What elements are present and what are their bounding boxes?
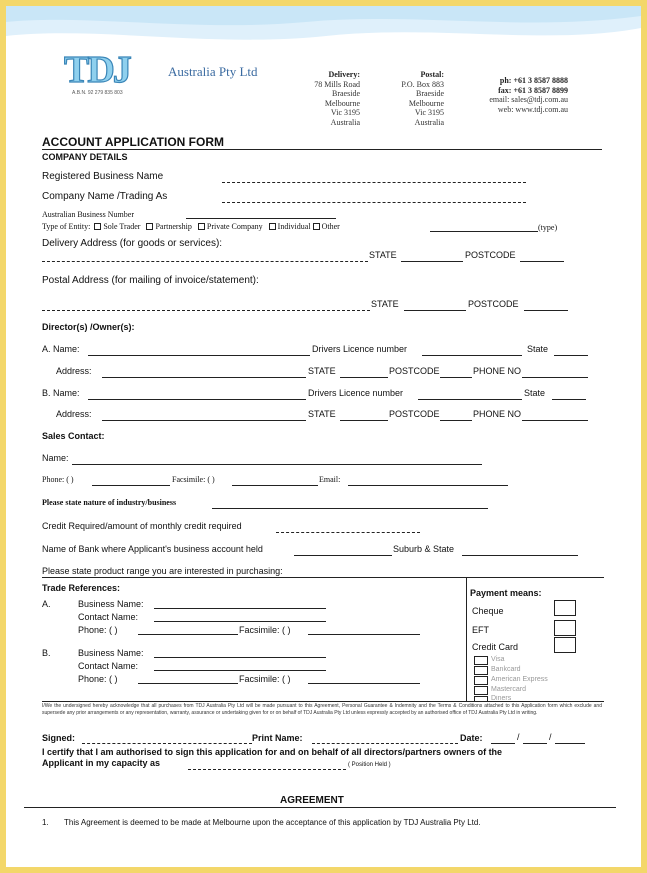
company-name-label: Company Name /Trading As bbox=[42, 191, 168, 202]
mastercard-label: Mastercard bbox=[491, 686, 527, 693]
ref-b-contact-label: Contact Name: bbox=[78, 661, 139, 671]
delivery-line: 78 Mills Road bbox=[314, 79, 360, 89]
ref-b-phone-field[interactable] bbox=[138, 683, 238, 684]
delivery-line: Melbourne bbox=[324, 98, 360, 108]
diners-label: Diners bbox=[491, 695, 512, 702]
postal-address-label: Postal Address (for mailing of invoice/statement): bbox=[42, 275, 259, 286]
signed-label: Signed: bbox=[42, 733, 75, 743]
private-company-checkbox[interactable] bbox=[198, 223, 205, 230]
payment-heading: Payment means: bbox=[470, 588, 542, 598]
ref-a-contact-label: Contact Name: bbox=[78, 612, 139, 622]
postal-state-label: STATE bbox=[371, 299, 399, 309]
director-a-licence-label: Drivers Licence number bbox=[312, 344, 408, 354]
partnership-checkbox[interactable] bbox=[146, 223, 153, 230]
abn-label: Australian Business Number bbox=[42, 210, 134, 219]
directors-heading: Director(s) /Owner(s): bbox=[42, 322, 135, 332]
bankcard-checkbox[interactable] bbox=[474, 666, 488, 675]
sales-fax-field[interactable] bbox=[232, 485, 318, 486]
delivery-address-field[interactable] bbox=[42, 261, 368, 262]
suburb-state-label: Suburb & State bbox=[393, 544, 455, 554]
date-label: Date: bbox=[460, 733, 483, 743]
director-a-postcode-label: POSTCODE bbox=[389, 366, 440, 376]
director-b-address-label: Address: bbox=[56, 409, 92, 419]
ref-b-marker: B. bbox=[42, 648, 51, 658]
director-b-state-caps: STATE bbox=[308, 409, 336, 419]
credit-field[interactable] bbox=[276, 532, 420, 533]
certify-line-2: Applicant in my capacity as bbox=[42, 758, 161, 768]
visa-checkbox[interactable] bbox=[474, 656, 488, 665]
director-b-state-field-2[interactable] bbox=[340, 420, 388, 421]
director-a-postcode-field[interactable] bbox=[440, 377, 472, 378]
sales-email-label: Email: bbox=[319, 475, 341, 484]
director-a-state-caps: STATE bbox=[308, 366, 336, 376]
section-rule-bottom bbox=[42, 701, 604, 702]
registered-name-label: Registered Business Name bbox=[42, 171, 164, 182]
cheque-box[interactable] bbox=[554, 600, 576, 616]
postal-line: Braeside bbox=[416, 89, 444, 98]
postal-address-field[interactable] bbox=[42, 310, 370, 311]
ref-a-phone-label: Phone: ( ) bbox=[78, 625, 118, 635]
delivery-line: Australia bbox=[330, 117, 360, 127]
other-type-field[interactable] bbox=[430, 231, 538, 232]
postal-line: Vic 3195 bbox=[414, 108, 444, 117]
contact-block bbox=[462, 76, 568, 114]
ref-a-business-field[interactable] bbox=[154, 608, 326, 609]
director-b-state-field[interactable] bbox=[552, 399, 586, 400]
director-b-address-field[interactable] bbox=[102, 420, 306, 421]
ref-b-phone-label: Phone: ( ) bbox=[78, 674, 118, 684]
print-name-field[interactable] bbox=[312, 743, 458, 744]
print-name-label: Print Name: bbox=[252, 733, 303, 743]
title-rule bbox=[42, 149, 602, 150]
position-field[interactable] bbox=[188, 769, 346, 770]
type-suffix: (type) bbox=[538, 223, 558, 232]
company-logo bbox=[62, 50, 168, 90]
form-page bbox=[6, 6, 641, 867]
delivery-state-field[interactable] bbox=[401, 261, 463, 262]
ref-a-marker: A. bbox=[42, 599, 51, 609]
clause-1-text: This Agreement is deemed to be made at Melbourne upon the acceptance of this application by TDJ Australia Pty Ltd. bbox=[64, 818, 481, 827]
director-b-phone-label: PHONE NO bbox=[473, 409, 522, 419]
diners-checkbox[interactable] bbox=[474, 696, 488, 702]
delivery-heading: Delivery: bbox=[328, 70, 360, 79]
suburb-state-field[interactable] bbox=[462, 555, 578, 556]
date-sep: / bbox=[517, 732, 520, 742]
bank-label: Name of Bank where Applicant's business account held bbox=[42, 544, 263, 554]
ref-a-fax-field[interactable] bbox=[308, 634, 420, 635]
director-b-name-field[interactable] bbox=[88, 399, 306, 400]
contact-web: web: www.tdj.com.au bbox=[497, 104, 568, 114]
director-a-address-field[interactable] bbox=[102, 377, 306, 378]
director-a-state-label: State bbox=[527, 344, 549, 354]
mastercard-checkbox[interactable] bbox=[474, 686, 488, 695]
director-b-licence-field[interactable] bbox=[418, 399, 522, 400]
ref-b-business-field[interactable] bbox=[154, 657, 326, 658]
delivery-postcode-label: POSTCODE bbox=[465, 250, 516, 260]
position-held-note: ( Position Held ) bbox=[348, 762, 391, 768]
credit-card-box[interactable] bbox=[554, 637, 576, 653]
credit-card-label: Credit Card bbox=[472, 642, 519, 652]
ref-b-business-label: Business Name: bbox=[78, 648, 144, 658]
ref-b-contact-field[interactable] bbox=[154, 670, 326, 671]
director-b-postcode-label: POSTCODE bbox=[389, 409, 440, 419]
director-b-postcode-field[interactable] bbox=[440, 420, 472, 421]
delivery-address-block bbox=[288, 70, 360, 127]
date-year-field[interactable] bbox=[555, 743, 585, 744]
delivery-state-label: STATE bbox=[369, 250, 397, 260]
contact-email: email: sales@tdj.com.au bbox=[489, 95, 568, 104]
director-a-state-field[interactable] bbox=[554, 355, 588, 356]
abn-field[interactable] bbox=[186, 218, 336, 219]
postal-address-block bbox=[378, 70, 444, 127]
ref-a-contact-field[interactable] bbox=[154, 621, 326, 622]
ref-a-phone-field[interactable] bbox=[138, 634, 238, 635]
private-company-label: Private Company bbox=[206, 222, 263, 231]
sales-name-label: Name: bbox=[42, 453, 69, 463]
company-name-field[interactable] bbox=[222, 202, 526, 203]
delivery-address-label: Delivery Address (for goods or services): bbox=[42, 238, 223, 249]
postal-postcode-field[interactable] bbox=[524, 310, 568, 311]
director-b-state-label: State bbox=[524, 388, 546, 398]
sales-phone-label: Phone: ( ) bbox=[42, 475, 74, 484]
form-title: ACCOUNT APPLICATION FORM bbox=[42, 135, 224, 149]
credit-label: Credit Required/amount of monthly credit required bbox=[42, 521, 242, 531]
director-b-phone-field[interactable] bbox=[522, 420, 588, 421]
amex-checkbox[interactable] bbox=[474, 676, 488, 685]
sales-phone-field[interactable] bbox=[92, 485, 170, 486]
director-a-phone-field[interactable] bbox=[522, 377, 588, 378]
individual-checkbox[interactable] bbox=[269, 223, 276, 230]
postal-state-field[interactable] bbox=[404, 310, 466, 311]
director-a-licence-field[interactable] bbox=[422, 355, 522, 356]
director-a-name-field[interactable] bbox=[88, 355, 310, 356]
postal-line: Melbourne bbox=[408, 98, 444, 108]
sole-trader-label: Sole Trader bbox=[103, 222, 141, 231]
sole-trader-checkbox[interactable] bbox=[94, 223, 101, 230]
entity-label: Type of Entity: bbox=[42, 222, 91, 231]
ref-b-fax-label: Facsimile: ( ) bbox=[239, 674, 291, 684]
director-b-licence-label: Drivers Licence number bbox=[308, 388, 404, 398]
date-day-field[interactable] bbox=[491, 743, 515, 744]
sales-contact-heading: Sales Contact: bbox=[42, 431, 105, 441]
director-b-name-label: B. Name: bbox=[42, 388, 80, 398]
amex-label: American Express bbox=[491, 676, 548, 683]
delivery-line: Braeside bbox=[332, 89, 360, 98]
bank-field[interactable] bbox=[294, 555, 392, 556]
partnership-label: Partnership bbox=[155, 222, 192, 231]
payment-divider bbox=[466, 577, 467, 702]
eft-label: EFT bbox=[472, 625, 489, 635]
bankcard-label: Bankcard bbox=[491, 666, 521, 673]
certify-line-1: I certify that I am authorised to sign this application for and on behalf of all directors/partners owners of the bbox=[42, 747, 503, 757]
director-a-state-field-2[interactable] bbox=[340, 377, 388, 378]
eft-box[interactable] bbox=[554, 620, 576, 636]
industry-label: Please state nature of industry/business bbox=[42, 498, 177, 507]
industry-field[interactable] bbox=[212, 508, 488, 509]
cheque-label: Cheque bbox=[472, 606, 504, 616]
director-a-phone-label: PHONE NO bbox=[473, 366, 522, 376]
visa-label: Visa bbox=[491, 656, 505, 663]
postal-postcode-label: POSTCODE bbox=[468, 299, 519, 309]
director-a-address-label: Address: bbox=[56, 366, 92, 376]
ref-a-fax-label: Facsimile: ( ) bbox=[239, 625, 291, 635]
section-rule-top bbox=[42, 577, 604, 578]
director-a-name-label: A. Name: bbox=[42, 344, 80, 354]
individual-label: Individual bbox=[277, 222, 311, 231]
delivery-line: Vic 3195 bbox=[330, 108, 360, 117]
signed-field[interactable] bbox=[82, 743, 252, 744]
company-name: Australia Pty Ltd bbox=[168, 64, 258, 79]
acknowledgement-text: I/We the undersigned hereby acknowledge that all purchases from TDJ Australia Pty Ltd will be made pursuant to this Agreement, Personal Guarantee & Indemnity and the Terms & Conditions attached to this Application form which exclude and supersede any prior arrangements or any representation, warranty, assurance or undertaking given for or on behalf of TDJ Australia Pty Ltd unless expressly accepted by an authorised office of TDJ Australia Pty Ltd in writing. bbox=[42, 703, 602, 716]
clause-number: 1. bbox=[42, 818, 49, 827]
sales-email-field[interactable] bbox=[348, 485, 508, 486]
company-details-heading: COMPANY DETAILS bbox=[42, 152, 128, 162]
ref-b-fax-field[interactable] bbox=[308, 683, 420, 684]
other-label: Other bbox=[321, 222, 340, 231]
contact-fax: fax: +61 3 8587 8899 bbox=[498, 85, 568, 95]
sales-fax-label: Facsimile: ( ) bbox=[172, 475, 215, 484]
agreement-rule bbox=[24, 807, 616, 808]
product-range-label: Please state product range you are interested in purchasing: bbox=[42, 566, 283, 576]
company-abn: A.B.N. 92 279 835 803 bbox=[72, 90, 123, 96]
other-checkbox[interactable] bbox=[313, 223, 320, 230]
entity-row bbox=[42, 222, 340, 231]
date-month-field[interactable] bbox=[523, 743, 547, 744]
ref-a-business-label: Business Name: bbox=[78, 599, 144, 609]
registered-name-field[interactable] bbox=[222, 182, 526, 183]
trade-refs-heading: Trade References: bbox=[42, 583, 121, 593]
postal-line: P.O. Box 883 bbox=[401, 79, 444, 89]
delivery-postcode-field[interactable] bbox=[520, 261, 564, 262]
sales-name-field[interactable] bbox=[72, 464, 482, 465]
svg-text:TDJ: TDJ bbox=[64, 50, 130, 90]
agreement-heading: AGREEMENT bbox=[280, 795, 344, 806]
postal-line: Australia bbox=[414, 117, 444, 127]
date-sep: / bbox=[549, 732, 552, 742]
postal-heading: Postal: bbox=[420, 70, 444, 79]
contact-phone: ph: +61 3 8587 8888 bbox=[499, 76, 568, 85]
